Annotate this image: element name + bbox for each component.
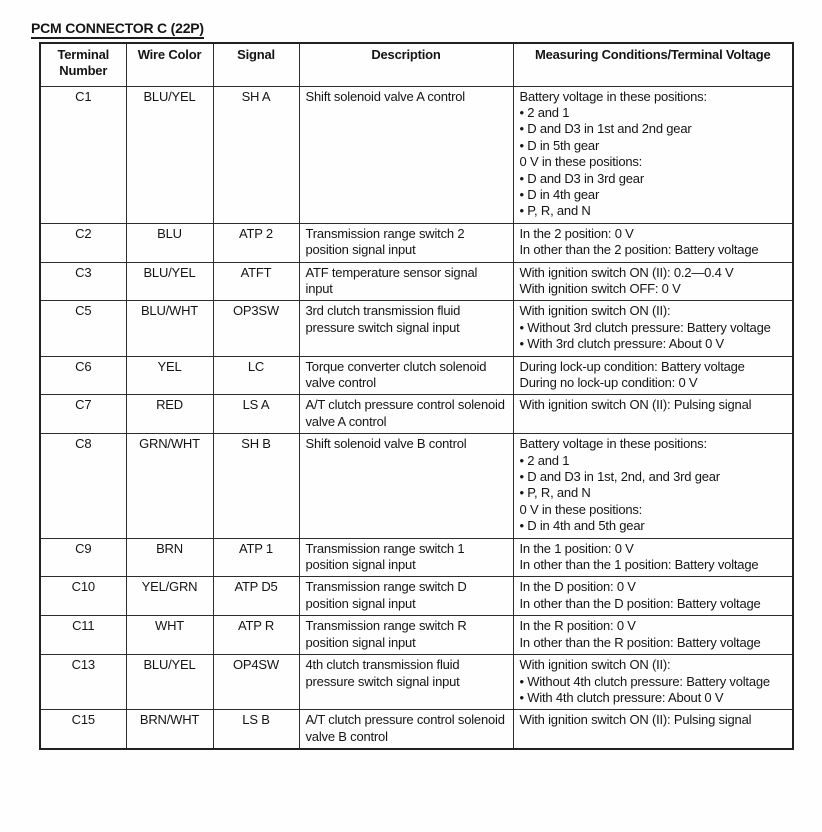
signal-cell: ATP 1 — [213, 538, 299, 577]
condition-line: 0 V in these positions: — [519, 154, 643, 170]
header-signal: Signal — [213, 43, 299, 86]
connector-terminal-table — [39, 42, 794, 750]
signal-cell: OP3SW — [213, 301, 299, 356]
condition-bullet-line: • 2 and 1 — [519, 452, 570, 468]
table-header-row — [40, 43, 793, 86]
condition-bullet-line: • P, R, and N — [519, 485, 591, 501]
table-row — [40, 710, 793, 749]
terminal-number-cell: C6 — [40, 356, 126, 395]
condition-line: 0 V in these positions: — [519, 501, 643, 517]
condition-bullet-line: • D and D3 in 3rd gear — [519, 170, 644, 186]
terminal-number-cell: C9 — [40, 538, 126, 577]
condition-line: In the 1 position: 0 V — [519, 540, 634, 556]
table-row — [40, 223, 793, 262]
terminal-number-cell: C13 — [40, 655, 126, 710]
condition-bullet-line: • D and D3 in 1st and 2nd gear — [519, 121, 692, 137]
condition-line: With ignition switch ON (II): Pulsing signal — [519, 397, 752, 413]
signal-cell: LC — [213, 356, 299, 395]
condition-bullet-line: • D in 4th gear — [519, 186, 600, 202]
condition-bullet-line: • D in 5th gear — [519, 137, 600, 153]
wire-color-cell: BLU/WHT — [126, 301, 213, 356]
signal-cell: LS B — [213, 710, 299, 749]
description-cell: A/T clutch pressure control solenoid valve B control — [299, 710, 513, 749]
table-row — [40, 86, 793, 223]
measuring-conditions-cell — [513, 395, 793, 434]
description-cell: A/T clutch pressure control solenoid valve A control — [299, 395, 513, 434]
terminal-number-cell: C1 — [40, 86, 126, 223]
wire-color-cell: BLU/YEL — [126, 655, 213, 710]
terminal-number-cell: C10 — [40, 577, 126, 616]
condition-line: In other than the R position: Battery voltage — [519, 634, 761, 650]
description-cell: Torque converter clutch solenoid valve control — [299, 356, 513, 395]
measuring-conditions-cell — [513, 616, 793, 655]
condition-line: With ignition switch OFF: 0 V — [519, 280, 681, 296]
wire-color-cell: BRN — [126, 538, 213, 577]
signal-cell: SH B — [213, 434, 299, 538]
terminal-number-cell: C7 — [40, 395, 126, 434]
description-cell: Shift solenoid valve A control — [299, 86, 513, 223]
description-cell: Shift solenoid valve B control — [299, 434, 513, 538]
terminal-number-cell: C15 — [40, 710, 126, 749]
table-row — [40, 655, 793, 710]
description-cell: Transmission range switch 1 position signal input — [299, 538, 513, 577]
condition-line: With ignition switch ON (II): — [519, 303, 671, 319]
condition-bullet-line: • With 4th clutch pressure: About 0 V — [519, 689, 724, 705]
description-cell: 3rd clutch transmission fluid pressure switch signal input — [299, 301, 513, 356]
measuring-conditions-cell — [513, 538, 793, 577]
table-row — [40, 262, 793, 301]
condition-bullet-line: • Without 3rd clutch pressure: Battery voltage — [519, 319, 771, 335]
description-cell: Transmission range switch 2 position signal input — [299, 223, 513, 262]
measuring-conditions-cell — [513, 262, 793, 301]
wire-color-cell: YEL/GRN — [126, 577, 213, 616]
table-row — [40, 395, 793, 434]
condition-line: During lock-up condition: Battery voltage — [519, 358, 745, 374]
header-wire-color: Wire Color — [126, 43, 213, 86]
terminal-number-cell: C11 — [40, 616, 126, 655]
table-row — [40, 356, 793, 395]
description-cell: Transmission range switch D position signal input — [299, 577, 513, 616]
condition-line: With ignition switch ON (II): 0.2—0.4 V — [519, 264, 734, 280]
wire-color-cell: RED — [126, 395, 213, 434]
condition-line: Battery voltage in these positions: — [519, 436, 707, 452]
condition-line: Battery voltage in these positions: — [519, 88, 707, 104]
measuring-conditions-cell — [513, 655, 793, 710]
wire-color-cell: WHT — [126, 616, 213, 655]
measuring-conditions-cell — [513, 301, 793, 356]
table-row — [40, 577, 793, 616]
wire-color-cell: GRN/WHT — [126, 434, 213, 538]
measuring-conditions-cell — [513, 223, 793, 262]
condition-bullet-line: • D and D3 in 1st, 2nd, and 3rd gear — [519, 469, 720, 485]
table-row — [40, 616, 793, 655]
condition-bullet-line: • D in 4th and 5th gear — [519, 518, 645, 534]
table-row — [40, 434, 793, 538]
signal-cell: ATP R — [213, 616, 299, 655]
condition-bullet-line: • P, R, and N — [519, 203, 591, 219]
wire-color-cell: YEL — [126, 356, 213, 395]
condition-line: In the 2 position: 0 V — [519, 225, 634, 241]
condition-line: In the D position: 0 V — [519, 579, 636, 595]
wire-color-cell: BRN/WHT — [126, 710, 213, 749]
terminal-number-cell: C5 — [40, 301, 126, 356]
measuring-conditions-cell — [513, 356, 793, 395]
condition-line: During no lock-up condition: 0 V — [519, 375, 698, 390]
measuring-conditions-cell — [513, 86, 793, 223]
measuring-conditions-cell — [513, 434, 793, 538]
header-terminal-number: Terminal Number — [40, 43, 126, 86]
description-cell: 4th clutch transmission fluid pressure switch signal input — [299, 655, 513, 710]
signal-cell: ATP 2 — [213, 223, 299, 262]
terminal-number-cell: C3 — [40, 262, 126, 301]
terminal-number-cell: C2 — [40, 223, 126, 262]
header-measuring-conditions: Measuring Conditions/Terminal Voltage — [513, 43, 793, 86]
condition-line: In the R position: 0 V — [519, 618, 636, 634]
condition-line: With ignition switch ON (II): Pulsing signal — [519, 712, 752, 728]
measuring-conditions-cell — [513, 710, 793, 749]
signal-cell: LS A — [213, 395, 299, 434]
condition-line: In other than the 1 position: Battery voltage — [519, 557, 759, 573]
condition-bullet-line: • With 3rd clutch pressure: About 0 V — [519, 336, 725, 352]
header-description: Description — [299, 43, 513, 86]
signal-cell: SH A — [213, 86, 299, 223]
condition-bullet-line: • Without 4th clutch pressure: Battery voltage — [519, 673, 770, 689]
description-cell: ATF temperature sensor signal input — [299, 262, 513, 301]
condition-line: In other than the 2 position: Battery voltage — [519, 242, 759, 258]
condition-line: In other than the D position: Battery voltage — [519, 595, 761, 611]
terminal-number-cell: C8 — [40, 434, 126, 538]
table-row — [40, 301, 793, 356]
page-title: PCM CONNECTOR C (22P) — [31, 20, 204, 39]
condition-line: With ignition switch ON (II): — [519, 657, 671, 673]
signal-cell: ATP D5 — [213, 577, 299, 616]
measuring-conditions-cell — [513, 577, 793, 616]
wire-color-cell: BLU/YEL — [126, 86, 213, 223]
signal-cell: ATFT — [213, 262, 299, 301]
wire-color-cell: BLU/YEL — [126, 262, 213, 301]
table-row — [40, 538, 793, 577]
signal-cell: OP4SW — [213, 655, 299, 710]
condition-bullet-line: • 2 and 1 — [519, 104, 570, 120]
description-cell: Transmission range switch R position signal input — [299, 616, 513, 655]
wire-color-cell: BLU — [126, 223, 213, 262]
